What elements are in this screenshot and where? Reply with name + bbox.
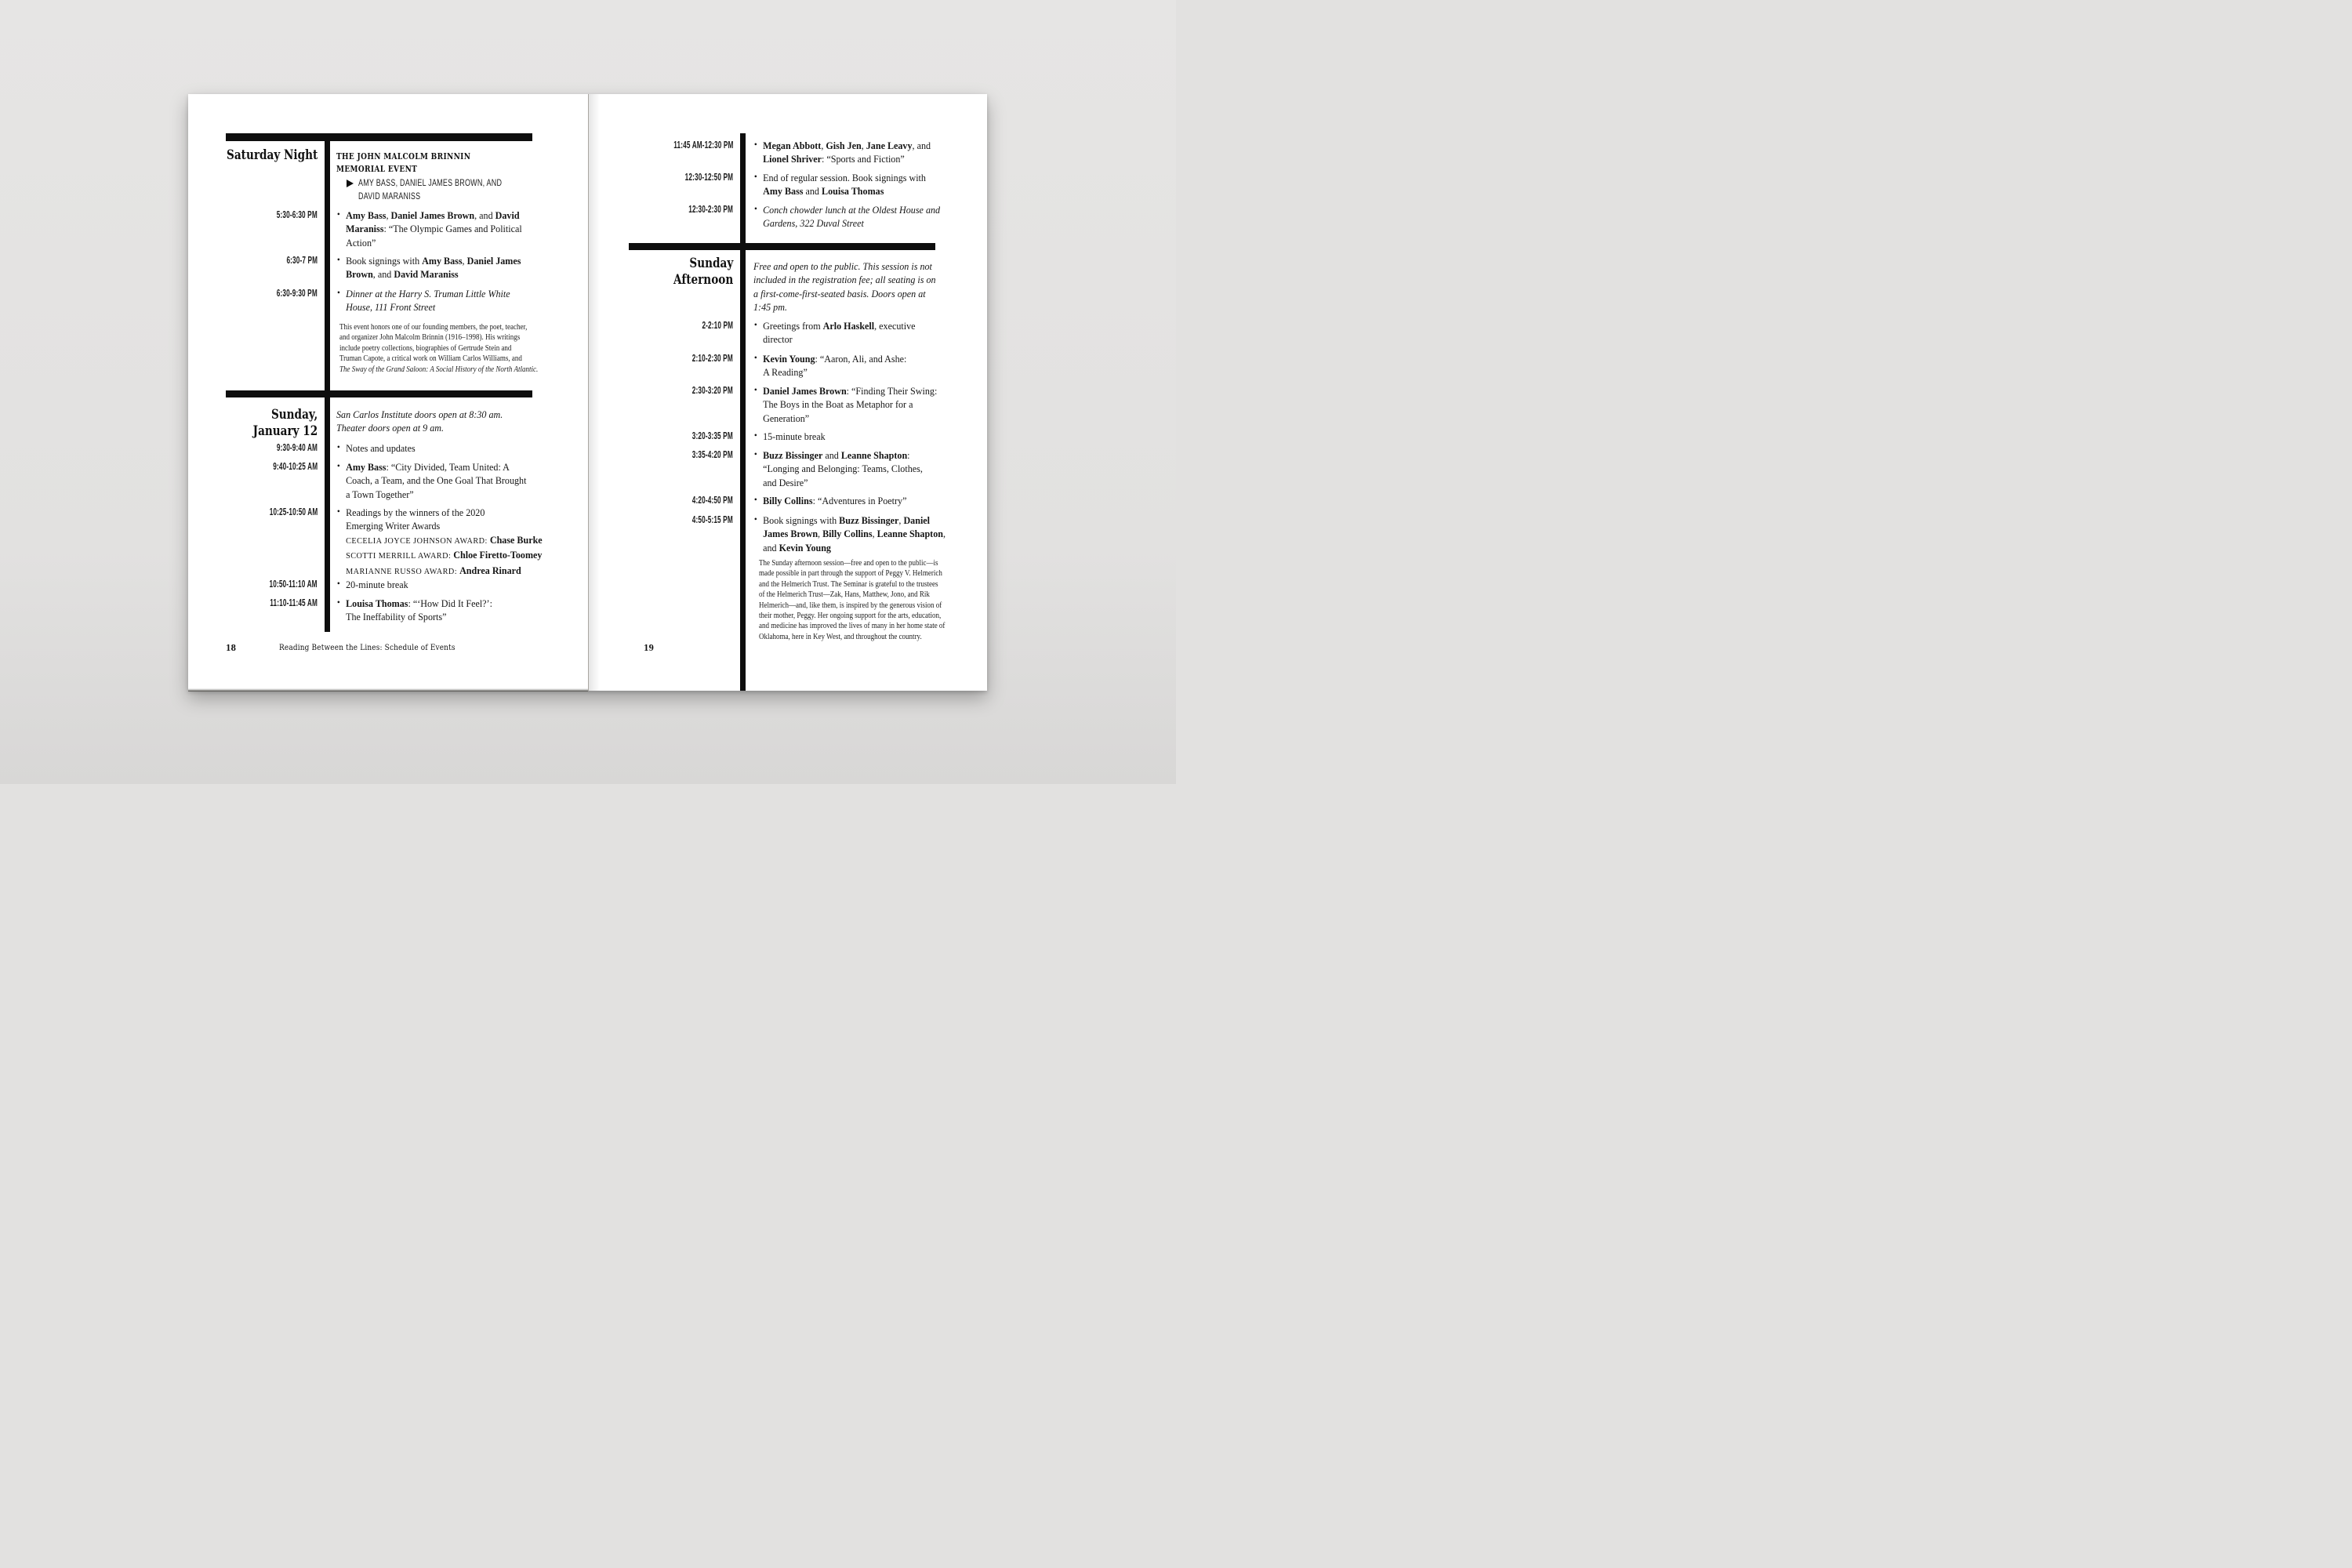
speakers-arrow-icon xyxy=(347,180,354,187)
bullet-icon: • xyxy=(336,460,340,471)
row-text: • 20-minute break xyxy=(336,578,408,590)
divider-bar-middle xyxy=(629,243,935,250)
time-label: 9:30-9:40 AM xyxy=(276,442,318,453)
bullet-icon: • xyxy=(336,441,340,452)
time-label: 11:45 AM-12:30 PM xyxy=(673,140,733,151)
row-text: • Notes and updates xyxy=(336,441,416,454)
time-label: 12:30-12:50 PM xyxy=(684,172,733,183)
event-title: THE JOHN MALCOLM BRINNIN MEMORIAL EVENT xyxy=(336,151,471,175)
bullet-icon: • xyxy=(753,384,757,395)
row-text: • Kevin Young: “Aaron, Ali, and Ashe: A Reading” xyxy=(753,352,907,379)
bullet-icon: • xyxy=(336,578,340,589)
time-label: 4:50-5:15 PM xyxy=(691,514,733,525)
page-left xyxy=(188,94,589,691)
time-label: 10:25-10:50 AM xyxy=(269,506,318,517)
page-number: 19 xyxy=(644,643,655,653)
row-text: • Greetings from Arlo Haskell, executive director xyxy=(753,319,916,346)
bullet-icon: • xyxy=(336,597,340,608)
row-text: • Amy Bass: “City Divided, Team United: A Coach, a Team, and the One Goal That Brought a Town Together” xyxy=(336,460,527,500)
time-label: 11:10-11:45 AM xyxy=(270,597,318,608)
bullet-icon: • xyxy=(753,494,757,505)
divider-bar-top xyxy=(226,133,532,141)
bullet-icon: • xyxy=(753,352,757,363)
time-label: 12:30-2:30 PM xyxy=(688,204,733,215)
row-text: • 15-minute break xyxy=(753,430,826,442)
time-label: 2:30-3:20 PM xyxy=(691,385,733,396)
row-text: • Dinner at the Harry S. Truman Little White House, 111 Front Street xyxy=(336,287,510,314)
time-label: 6:30-7 PM xyxy=(286,255,318,266)
time-label: 5:30-6:30 PM xyxy=(276,209,318,220)
time-label: 9:40-10:25 AM xyxy=(273,461,318,472)
bullet-icon: • xyxy=(336,506,340,517)
section-heading: Sunday, January 12 xyxy=(252,407,318,439)
footer-title: Reading Between the Lines: Schedule of Events xyxy=(279,643,456,652)
section-heading: Sunday Afternoon xyxy=(673,256,733,288)
bullet-icon: • xyxy=(753,203,757,214)
section-heading: Saturday Night xyxy=(226,147,318,163)
bullet-icon: • xyxy=(753,430,757,441)
time-label: 10:50-11:10 AM xyxy=(269,579,318,590)
fine-print-note: This event honors one of our founding members, the poet, teacher, and organizer John Malcolm Brinnin (1916–1998). His writings include poetry collections, biographies of Gertrude Stein and Truman Capote, a critical work on William Carlos Williams, and The Sway of the Grand Saloon: A Social History of the North Atlantic. xyxy=(339,323,539,374)
fine-print-note: The Sunday afternoon session—free and open to the public—is made possible in part through the support of Peggy V. Helmerich and the Helmerich Trust. The Seminar is grateful to the trustees of the Helmerich Trust—Zak, Hans, Matthew, Jono, and Rik Helmerich—and, like them, is inspired by the generous vision of their mother, Peggy. Her ongoing support for the arts, education, and medicine has improved the lives of many in her home state of Oklahoma, here in Key West, and throughout the country. xyxy=(759,559,946,641)
program-spread xyxy=(188,94,987,691)
divider-bar-middle xyxy=(226,390,532,397)
bullet-icon: • xyxy=(336,209,340,220)
session-intro: Free and open to the public. This session is not included in the registration fee; all seating is on a first-come-first-seated basis. Doors open at 1:45 pm. xyxy=(753,260,936,314)
row-text: • Megan Abbott, Gish Jen, Jane Leavy, and Lionel Shriver: “Sports and Fiction” xyxy=(753,139,931,165)
bullet-icon: • xyxy=(336,287,340,298)
bullet-icon: • xyxy=(336,254,340,265)
bullet-icon: • xyxy=(753,514,757,524)
bullet-icon: • xyxy=(753,319,757,330)
scan-background xyxy=(0,0,1176,784)
bullet-icon: • xyxy=(753,448,757,459)
row-text: • Conch chowder lunch at the Oldest House and Gardens, 322 Duval Street xyxy=(753,203,941,230)
bullet-icon: • xyxy=(753,139,757,150)
speakers-names: AMY BASS, DANIEL JAMES BROWN, AND DAVID MARANISS xyxy=(358,179,503,201)
row-text: • Louisa Thomas: “‘How Did It Feel?’: The Ineffability of Sports” xyxy=(336,597,492,623)
page-number: 18 xyxy=(226,643,237,653)
divider-bar-vertical xyxy=(325,133,330,632)
row-text: • Amy Bass, Daniel James Brown, and David Maraniss: “The Olympic Games and Political Action” xyxy=(336,209,522,249)
row-text: • End of regular session. Book signings with Amy Bass and Louisa Thomas xyxy=(753,171,926,198)
row-text: • Book signings with Buzz Bissinger, Daniel James Brown, Billy Collins, Leanne Shapton, and Kevin Young xyxy=(753,514,946,554)
row-text: • Billy Collins: “Adventures in Poetry” xyxy=(753,494,907,506)
speakers-line xyxy=(347,177,543,203)
row-text: • Readings by the winners of the 2020 Emerging Writer Awards CECELIA JOYCE JOHNSON AWARD: Chase Burke SCOTTI MERRILL AWARD: Chloe Firetto-Toomey MARIANNE RUSSO AWARD: Andrea Rinard xyxy=(336,506,543,576)
row-text: • Buzz Bissinger and Leanne Shapton: “Longing and Belonging: Teams, Clothes, and Desire” xyxy=(753,448,923,488)
time-label: 3:20-3:35 PM xyxy=(691,430,733,441)
divider-bar-vertical xyxy=(740,133,746,691)
time-label: 2:10-2:30 PM xyxy=(691,353,733,364)
time-label: 6:30-9:30 PM xyxy=(276,288,318,299)
time-label: 2-2:10 PM xyxy=(702,320,733,331)
row-text: • Daniel James Brown: “Finding Their Swing: The Boys in the Boat as Metaphor for a Generation” xyxy=(753,384,938,424)
time-label: 4:20-4:50 PM xyxy=(691,495,733,506)
row-text: • Book signings with Amy Bass, Daniel James Brown, and David Maraniss xyxy=(336,254,521,281)
time-label: 3:35-4:20 PM xyxy=(691,449,733,460)
bullet-icon: • xyxy=(753,171,757,182)
session-intro: San Carlos Institute doors open at 8:30 am. Theater doors open at 9 am. xyxy=(336,408,503,434)
page-right xyxy=(589,94,987,691)
